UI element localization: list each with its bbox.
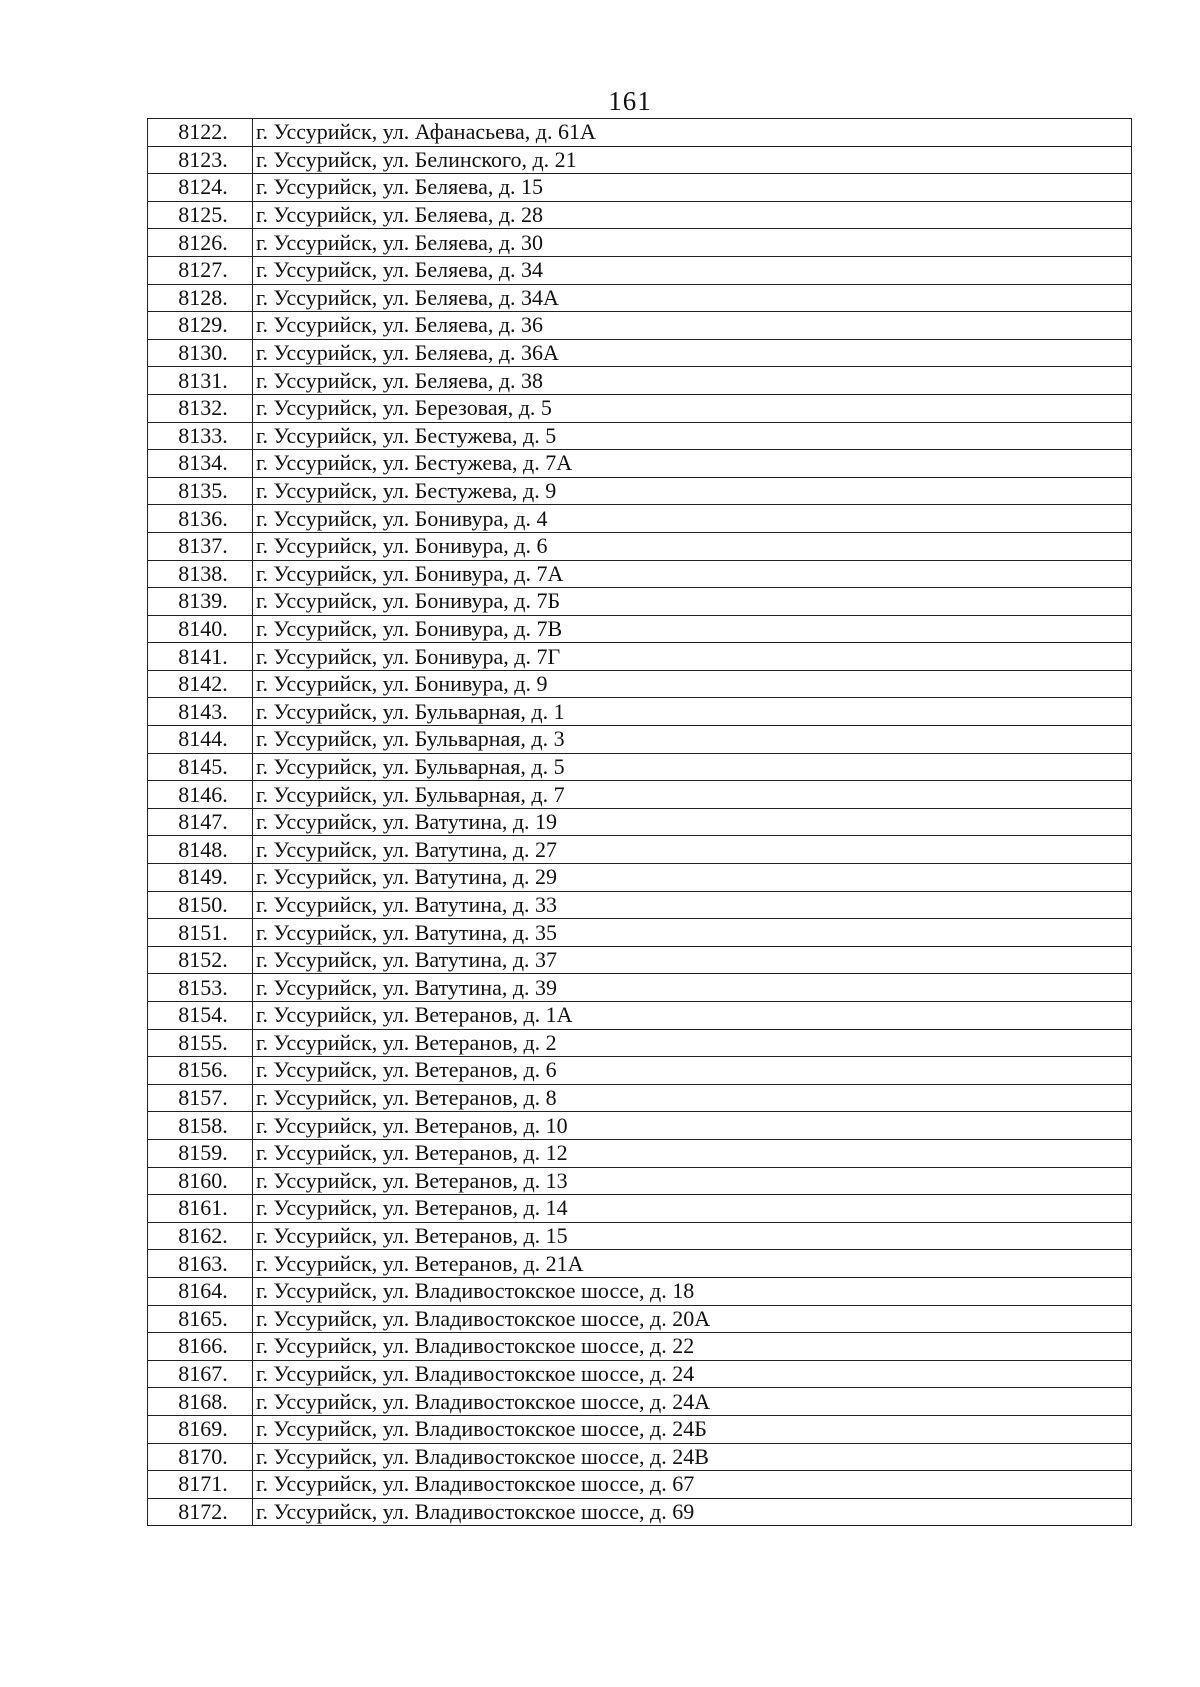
address-cell: г. Уссурийск, ул. Бонивура, д. 6 — [253, 532, 1132, 560]
table-row — [148, 1057, 1132, 1085]
row-number-cell: 8156. — [148, 1057, 253, 1085]
address-cell: г. Уссурийск, ул. Ватутина, д. 19 — [253, 808, 1132, 836]
row-number-cell: 8171. — [148, 1471, 253, 1499]
address-cell: г. Уссурийск, ул. Бульварная, д. 5 — [253, 753, 1132, 781]
address-cell: г. Уссурийск, ул. Беляева, д. 28 — [253, 201, 1132, 229]
table-row — [148, 119, 1132, 147]
address-cell: г. Уссурийск, ул. Ветеранов, д. 15 — [253, 1222, 1132, 1250]
table-row — [148, 974, 1132, 1002]
table-row — [148, 1471, 1132, 1499]
table-row — [148, 560, 1132, 588]
row-number-cell: 8128. — [148, 284, 253, 312]
row-number-cell: 8144. — [148, 726, 253, 754]
table-row — [148, 1084, 1132, 1112]
row-number-cell: 8158. — [148, 1112, 253, 1140]
address-cell: г. Уссурийск, ул. Владивостокское шоссе, д. 67 — [253, 1471, 1132, 1499]
address-cell: г. Уссурийск, ул. Беляева, д. 38 — [253, 367, 1132, 395]
row-number-cell: 8137. — [148, 532, 253, 560]
table-row — [148, 1029, 1132, 1057]
row-number-cell: 8153. — [148, 974, 253, 1002]
row-number-cell: 8150. — [148, 891, 253, 919]
row-number-cell: 8155. — [148, 1029, 253, 1057]
table-row — [148, 919, 1132, 947]
row-number-cell: 8151. — [148, 919, 253, 947]
row-number-cell: 8166. — [148, 1333, 253, 1361]
address-cell: г. Уссурийск, ул. Ветеранов, д. 14 — [253, 1195, 1132, 1223]
table-row — [148, 891, 1132, 919]
address-cell: г. Уссурийск, ул. Березовая, д. 5 — [253, 394, 1132, 422]
table-row — [148, 836, 1132, 864]
table-row — [148, 422, 1132, 450]
table-row — [148, 367, 1132, 395]
table-row — [148, 808, 1132, 836]
address-cell: г. Уссурийск, ул. Владивостокское шоссе, д. 24В — [253, 1443, 1132, 1471]
table-row — [148, 588, 1132, 616]
address-cell: г. Уссурийск, ул. Беляева, д. 36 — [253, 312, 1132, 340]
address-cell: г. Уссурийск, ул. Бестужева, д. 7А — [253, 450, 1132, 478]
address-cell: г. Уссурийск, ул. Ватутина, д. 39 — [253, 974, 1132, 1002]
address-cell: г. Уссурийск, ул. Ватутина, д. 37 — [253, 946, 1132, 974]
address-cell: г. Уссурийск, ул. Ватутина, д. 33 — [253, 891, 1132, 919]
address-cell: г. Уссурийск, ул. Владивостокское шоссе, д. 24А — [253, 1388, 1132, 1416]
address-cell: г. Уссурийск, ул. Беляева, д. 34А — [253, 284, 1132, 312]
address-cell: г. Уссурийск, ул. Бестужева, д. 5 — [253, 422, 1132, 450]
table-row — [148, 256, 1132, 284]
address-cell: г. Уссурийск, ул. Ветеранов, д. 12 — [253, 1139, 1132, 1167]
table-row — [148, 1388, 1132, 1416]
table-row — [148, 394, 1132, 422]
table-row — [148, 1195, 1132, 1223]
row-number-cell: 8143. — [148, 698, 253, 726]
address-table — [147, 118, 1132, 1526]
table-row — [148, 201, 1132, 229]
table-row — [148, 946, 1132, 974]
address-cell: г. Уссурийск, ул. Владивостокское шоссе, д. 22 — [253, 1333, 1132, 1361]
address-cell: г. Уссурийск, ул. Ветеранов, д. 1А — [253, 1002, 1132, 1030]
table-row — [148, 1443, 1132, 1471]
table-row — [148, 1305, 1132, 1333]
row-number-cell: 8146. — [148, 781, 253, 809]
address-cell: г. Уссурийск, ул. Бонивура, д. 7Г — [253, 643, 1132, 671]
table-row — [148, 1333, 1132, 1361]
row-number-cell: 8131. — [148, 367, 253, 395]
page-number: 161 — [608, 86, 652, 116]
row-number-cell: 8125. — [148, 201, 253, 229]
row-number-cell: 8122. — [148, 119, 253, 147]
address-cell: г. Уссурийск, ул. Беляева, д. 30 — [253, 229, 1132, 257]
address-cell: г. Уссурийск, ул. Ватутина, д. 29 — [253, 864, 1132, 892]
address-cell: г. Уссурийск, ул. Ветеранов, д. 21А — [253, 1250, 1132, 1278]
table-row — [148, 339, 1132, 367]
table-row — [148, 312, 1132, 340]
address-cell: г. Уссурийск, ул. Бульварная, д. 7 — [253, 781, 1132, 809]
address-cell: г. Уссурийск, ул. Бульварная, д. 1 — [253, 698, 1132, 726]
table-row — [148, 450, 1132, 478]
address-cell: г. Уссурийск, ул. Бестужева, д. 9 — [253, 477, 1132, 505]
table-row — [148, 643, 1132, 671]
row-number-cell: 8170. — [148, 1443, 253, 1471]
table-row — [148, 1250, 1132, 1278]
address-cell: г. Уссурийск, ул. Беляева, д. 36А — [253, 339, 1132, 367]
row-number-cell: 8157. — [148, 1084, 253, 1112]
row-number-cell: 8136. — [148, 505, 253, 533]
address-cell: г. Уссурийск, ул. Бонивура, д. 4 — [253, 505, 1132, 533]
row-number-cell: 8164. — [148, 1277, 253, 1305]
row-number-cell: 8162. — [148, 1222, 253, 1250]
address-cell: г. Уссурийск, ул. Ветеранов, д. 13 — [253, 1167, 1132, 1195]
address-cell: г. Уссурийск, ул. Владивостокское шоссе, д. 24 — [253, 1360, 1132, 1388]
row-number-cell: 8165. — [148, 1305, 253, 1333]
address-cell: г. Уссурийск, ул. Ветеранов, д. 2 — [253, 1029, 1132, 1057]
table-row — [148, 1222, 1132, 1250]
row-number-cell: 8135. — [148, 477, 253, 505]
address-cell: г. Уссурийск, ул. Бонивура, д. 7А — [253, 560, 1132, 588]
row-number-cell: 8160. — [148, 1167, 253, 1195]
address-cell: г. Уссурийск, ул. Ветеранов, д. 10 — [253, 1112, 1132, 1140]
row-number-cell: 8134. — [148, 450, 253, 478]
table-row — [148, 698, 1132, 726]
row-number-cell: 8147. — [148, 808, 253, 836]
address-cell: г. Уссурийск, ул. Владивостокское шоссе, д. 18 — [253, 1277, 1132, 1305]
table-row — [148, 174, 1132, 202]
table-row — [148, 1112, 1132, 1140]
table-row — [148, 532, 1132, 560]
table-row — [148, 284, 1132, 312]
row-number-cell: 8154. — [148, 1002, 253, 1030]
address-cell: г. Уссурийск, ул. Белинского, д. 21 — [253, 146, 1132, 174]
row-number-cell: 8163. — [148, 1250, 253, 1278]
table-row — [148, 670, 1132, 698]
table-row — [148, 753, 1132, 781]
address-cell: г. Уссурийск, ул. Бульварная, д. 3 — [253, 726, 1132, 754]
row-number-cell: 8172. — [148, 1498, 253, 1526]
address-cell: г. Уссурийск, ул. Ватутина, д. 27 — [253, 836, 1132, 864]
address-cell: г. Уссурийск, ул. Владивостокское шоссе, д. 69 — [253, 1498, 1132, 1526]
row-number-cell: 8129. — [148, 312, 253, 340]
row-number-cell: 8152. — [148, 946, 253, 974]
table-row — [148, 781, 1132, 809]
address-cell: г. Уссурийск, ул. Владивостокское шоссе, д. 20А — [253, 1305, 1132, 1333]
address-cell: г. Уссурийск, ул. Ветеранов, д. 6 — [253, 1057, 1132, 1085]
row-number-cell: 8133. — [148, 422, 253, 450]
row-number-cell: 8127. — [148, 256, 253, 284]
row-number-cell: 8149. — [148, 864, 253, 892]
address-cell: г. Уссурийск, ул. Беляева, д. 15 — [253, 174, 1132, 202]
address-cell: г. Уссурийск, ул. Бонивура, д. 7Б — [253, 588, 1132, 616]
address-cell: г. Уссурийск, ул. Ватутина, д. 35 — [253, 919, 1132, 947]
row-number-cell: 8148. — [148, 836, 253, 864]
address-cell: г. Уссурийск, ул. Бонивура, д. 9 — [253, 670, 1132, 698]
row-number-cell: 8169. — [148, 1415, 253, 1443]
table-row — [148, 1139, 1132, 1167]
address-cell: г. Уссурийск, ул. Ветеранов, д. 8 — [253, 1084, 1132, 1112]
row-number-cell: 8123. — [148, 146, 253, 174]
row-number-cell: 8130. — [148, 339, 253, 367]
row-number-cell: 8140. — [148, 615, 253, 643]
table-row — [148, 229, 1132, 257]
row-number-cell: 8159. — [148, 1139, 253, 1167]
table-row — [148, 477, 1132, 505]
table-row — [148, 1498, 1132, 1526]
table-row — [148, 1002, 1132, 1030]
row-number-cell: 8132. — [148, 394, 253, 422]
address-cell: г. Уссурийск, ул. Афанасьева, д. 61А — [253, 119, 1132, 147]
row-number-cell: 8168. — [148, 1388, 253, 1416]
table-row — [148, 1360, 1132, 1388]
table-row — [148, 1415, 1132, 1443]
table-row — [148, 505, 1132, 533]
row-number-cell: 8142. — [148, 670, 253, 698]
row-number-cell: 8138. — [148, 560, 253, 588]
table-row — [148, 726, 1132, 754]
address-cell: г. Уссурийск, ул. Бонивура, д. 7В — [253, 615, 1132, 643]
row-number-cell: 8141. — [148, 643, 253, 671]
row-number-cell: 8167. — [148, 1360, 253, 1388]
row-number-cell: 8126. — [148, 229, 253, 257]
table-row — [148, 864, 1132, 892]
row-number-cell: 8161. — [148, 1195, 253, 1223]
table-row — [148, 146, 1132, 174]
address-table-body — [148, 119, 1132, 1526]
row-number-cell: 8124. — [148, 174, 253, 202]
table-row — [148, 1277, 1132, 1305]
row-number-cell: 8139. — [148, 588, 253, 616]
table-row — [148, 615, 1132, 643]
address-cell: г. Уссурийск, ул. Владивостокское шоссе, д. 24Б — [253, 1415, 1132, 1443]
address-cell: г. Уссурийск, ул. Беляева, д. 34 — [253, 256, 1132, 284]
table-row — [148, 1167, 1132, 1195]
row-number-cell: 8145. — [148, 753, 253, 781]
